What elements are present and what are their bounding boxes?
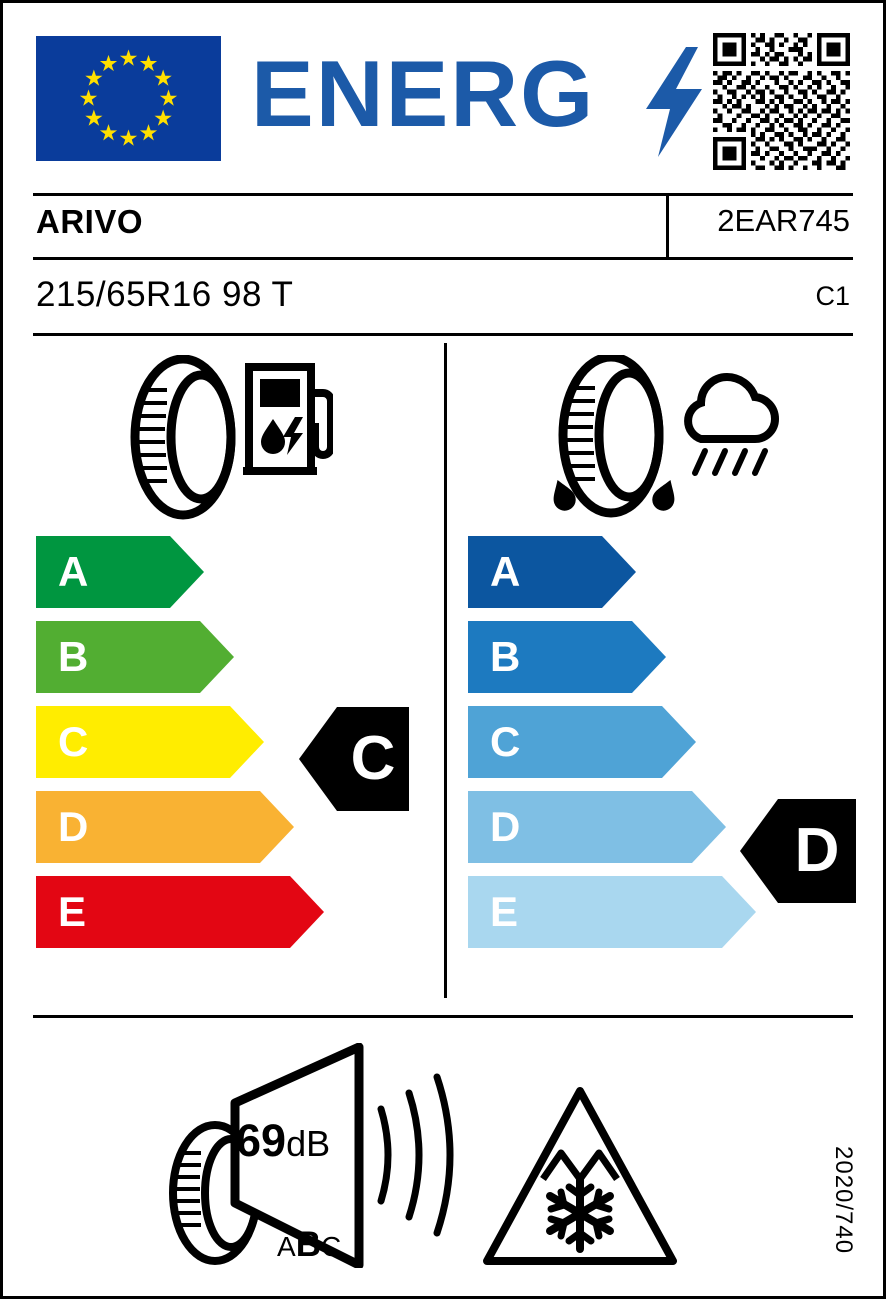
grade-row-fuel-a xyxy=(36,536,324,608)
eu-flag-icon xyxy=(36,36,221,161)
grade-letter: E xyxy=(490,888,519,935)
grade-letter: A xyxy=(58,548,89,595)
fuel-efficiency-pictogram xyxy=(123,355,333,525)
grade-row-fuel-d xyxy=(36,791,324,863)
grade-row-grip-e xyxy=(468,876,756,948)
divider-top xyxy=(33,193,853,196)
noise-value xyxy=(236,1115,330,1167)
vertical-divider xyxy=(444,343,447,998)
divider-brand xyxy=(33,257,853,260)
snow-grip-pictogram xyxy=(483,1083,678,1273)
fuel-pump-icon xyxy=(243,367,331,471)
energy-wordmark: ENERG xyxy=(251,41,596,146)
noise-class-b-selected: B xyxy=(295,1225,321,1264)
supplier-divider xyxy=(666,195,669,257)
grade-letter: C xyxy=(58,718,89,765)
fuel-drop-icon xyxy=(261,417,303,455)
wet-grip-scale xyxy=(468,536,756,961)
grade-row-grip-a xyxy=(468,536,756,608)
fuel-result-letter: C xyxy=(350,724,396,793)
grade-letter: B xyxy=(58,633,89,680)
supplier-name: ARIVO xyxy=(36,203,144,240)
regulation-reference: 2020/740 xyxy=(830,1145,857,1254)
noise-class-scale xyxy=(277,1225,341,1265)
grade-row-fuel-b xyxy=(36,621,324,693)
grade-letter: E xyxy=(58,888,87,935)
tyre-dimension: 215/65R16 98 T xyxy=(36,275,294,314)
noise-db-number: 69 xyxy=(236,1115,287,1166)
tyre-type-identifier: 2EAR745 xyxy=(717,203,850,238)
noise-class-c: C xyxy=(320,1231,342,1262)
grade-row-fuel-c xyxy=(36,706,324,778)
lightning-bolt-icon xyxy=(640,47,708,162)
divider-noise xyxy=(33,1015,853,1018)
grip-result-letter: D xyxy=(794,816,840,885)
grade-letter: D xyxy=(490,803,521,850)
noise-class-a: A xyxy=(277,1231,296,1262)
noise-db-unit: dB xyxy=(286,1123,331,1164)
grade-row-grip-b xyxy=(468,621,756,693)
grade-row-fuel-e xyxy=(36,876,324,948)
fuel-efficiency-scale xyxy=(36,536,324,961)
rain-cloud-icon xyxy=(688,377,775,473)
fuel-efficiency-result xyxy=(299,707,409,811)
sound-waves-icon xyxy=(381,1077,450,1233)
grade-row-grip-c xyxy=(468,706,756,778)
grade-letter: C xyxy=(490,718,521,765)
wet-grip-result xyxy=(740,799,856,903)
divider-dimension xyxy=(33,333,853,336)
grade-letter: D xyxy=(58,803,89,850)
grade-row-grip-d xyxy=(468,791,756,863)
wet-grip-pictogram xyxy=(533,355,798,525)
tyre-icon xyxy=(135,359,231,515)
qr-code-icon xyxy=(713,33,850,170)
tyre-icon xyxy=(563,357,659,513)
grade-letter: B xyxy=(490,633,521,680)
grade-letter: A xyxy=(490,548,521,595)
tyre-class: C1 xyxy=(815,281,850,311)
